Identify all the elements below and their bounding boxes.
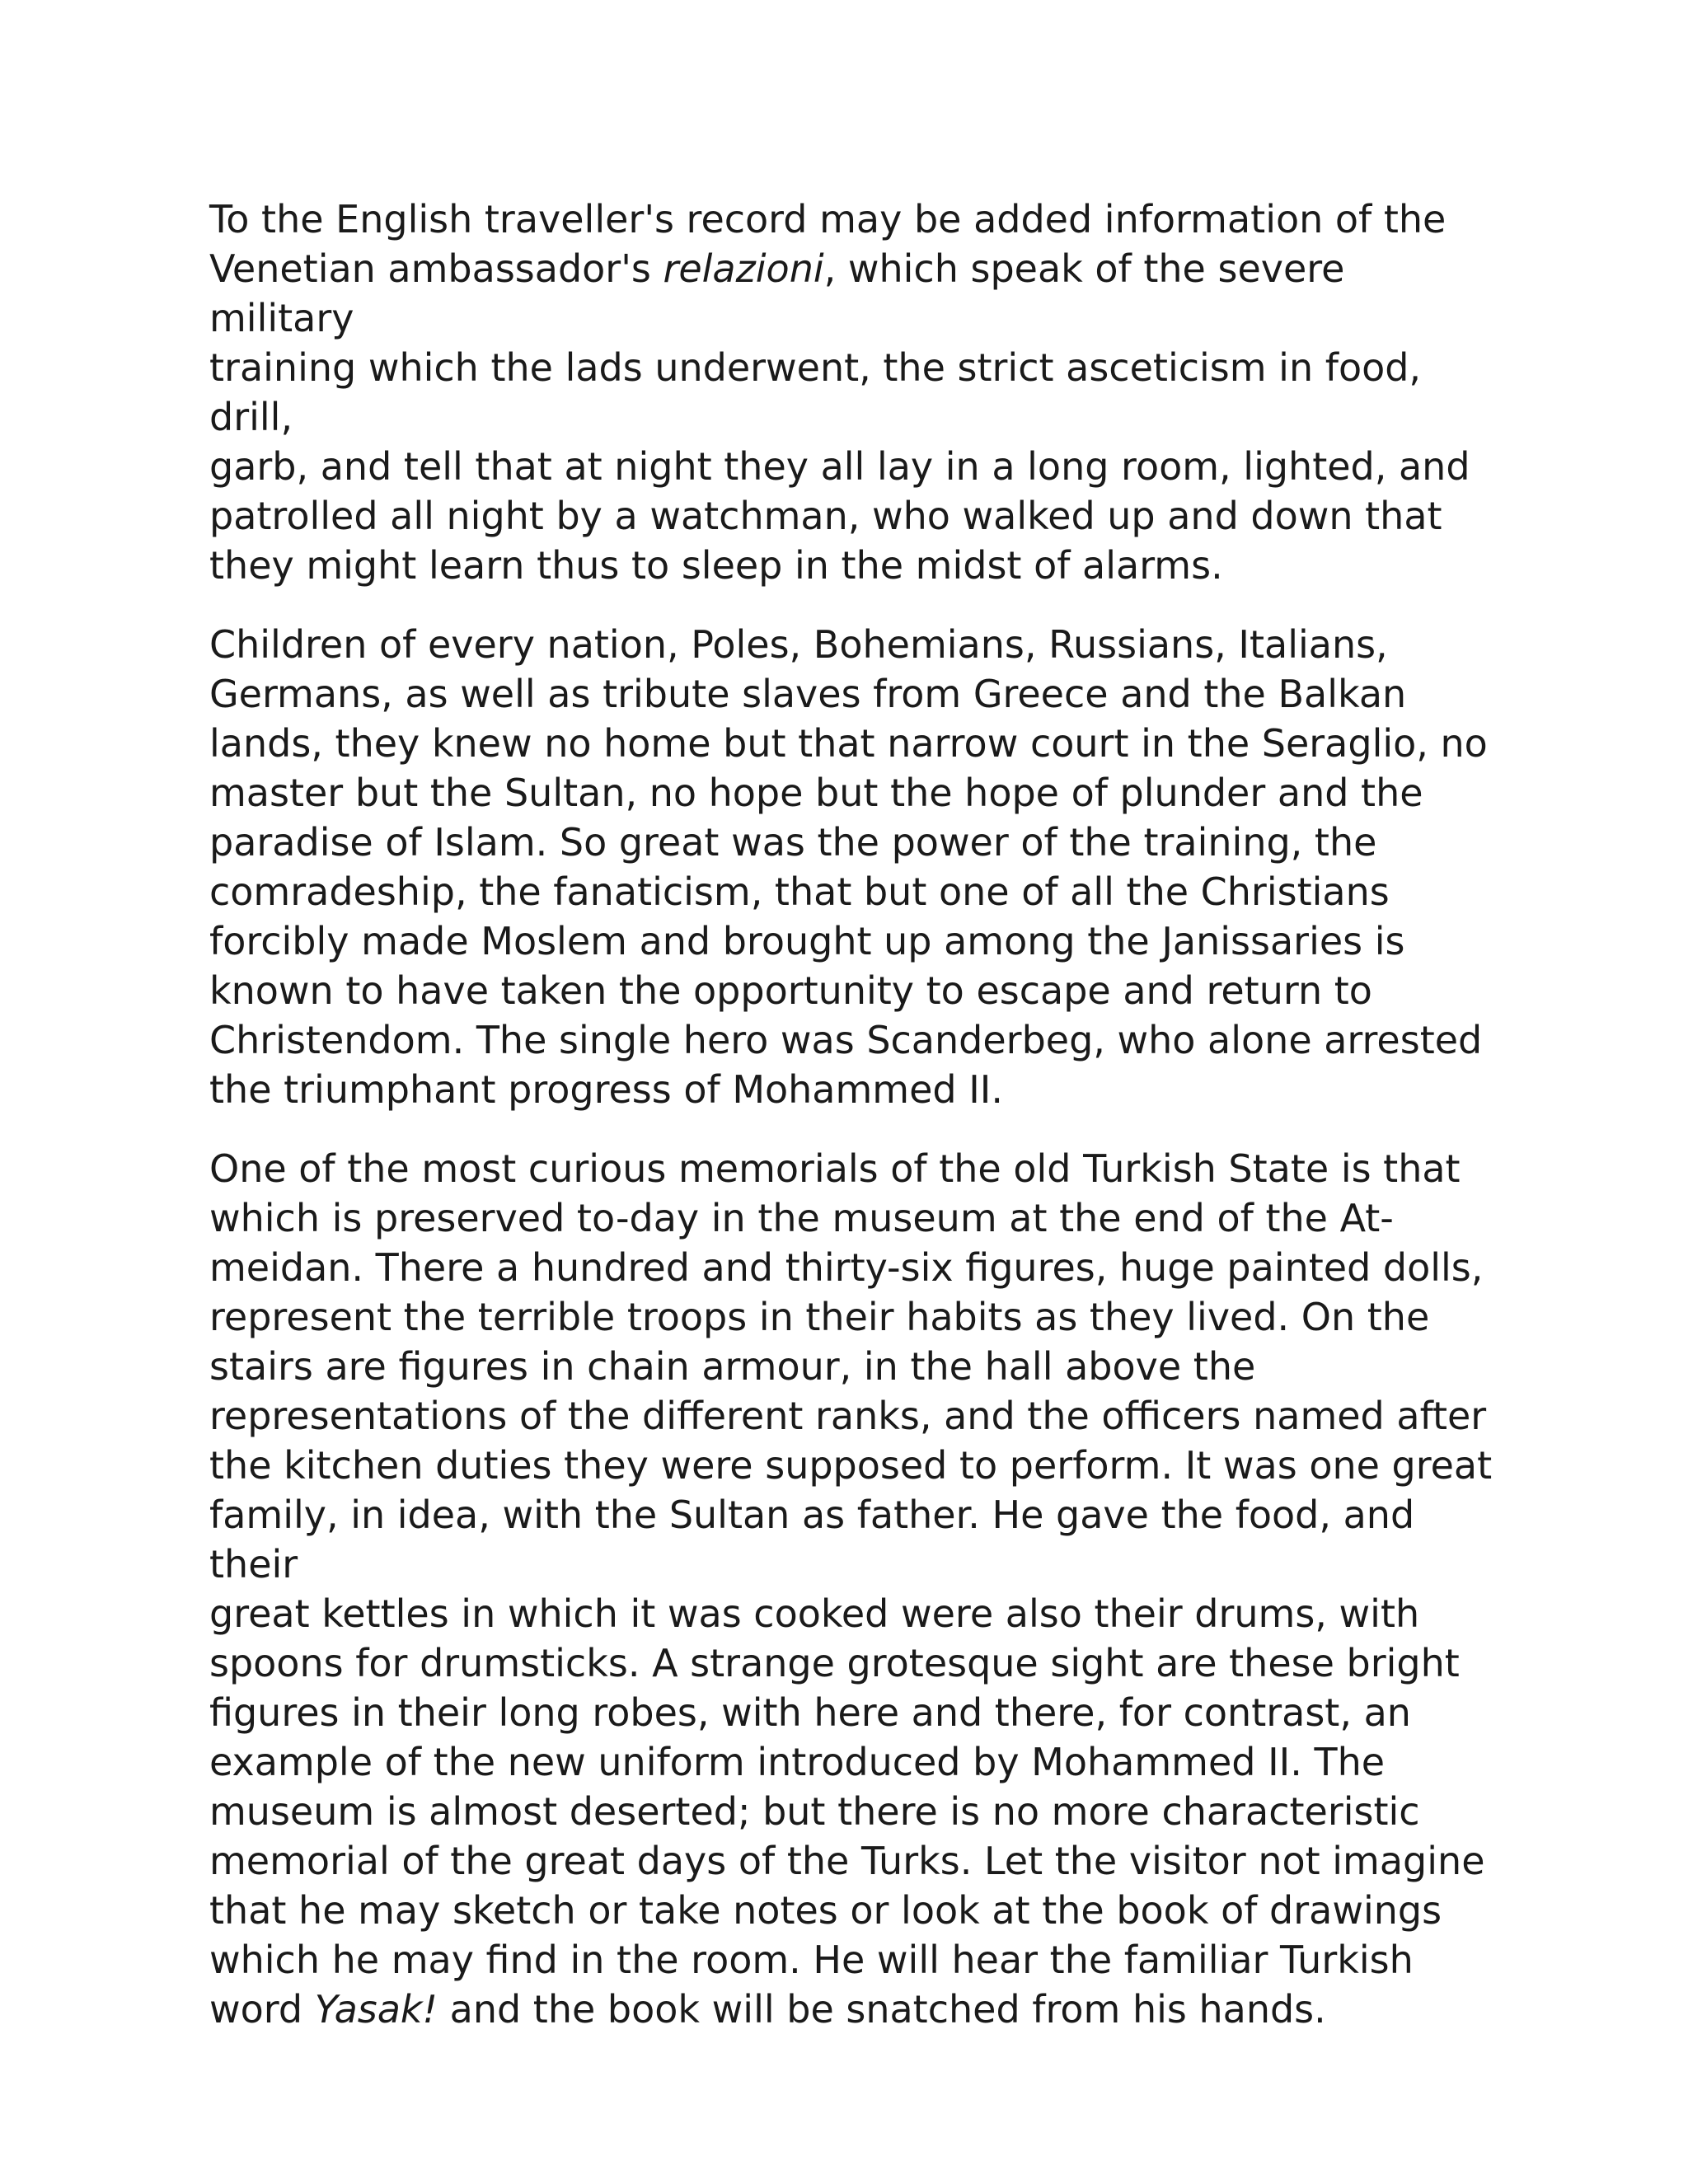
paragraph-1-text-before: To the English traveller's record may be added information of the Venetian ambassador's [209,197,1447,291]
italic-relazioni: relazioni [663,246,824,291]
italic-yasak: Yasak! [314,1987,438,2032]
paragraph-1 [209,194,1495,590]
paragraph-3 [209,1144,1495,2034]
paragraph-3-text-after: and the book will be snatched from his hands. [438,1987,1326,2032]
paragraph-3-text-before: One of the most curious memorials of the old Turkish State is that which is preserved to-day in the museum at the end of the At- meidan. There a hundred and thirty-six figures, huge painted dolls, represent the terrible troops in their habits as they lived. On the stairs are figures in chain armour, in the hall above the representations of the different ranks, and the officers named after the kitchen duties they were supposed to perform. It was one great family, in idea, with the Sultan as father. He gave the food, and their great kettles in which it was cooked were also their drums, with spoons for drumsticks. A strange grotesque sight are these bright figures in their long robes, with here and there, for contrast, an example of the new uniform introduced by Mohammed II. The museum is almost deserted; but there is no more characteristic memorial of the great days of the Turks. Let the visitor not imagine that he may sketch or take notes or look at the book of drawings which he may find in the room. He will hear the familiar Turkish word [209,1146,1493,2032]
paragraph-2-text: Children of every nation, Poles, Bohemians, Russians, Italians, Germans, as well as tribute slaves from Greece and the Balkan lands, they knew no home but that narrow court in the Seraglio, no master but the Sultan, no hope but the hope of plunder and the paradise of Islam. So great was the power of the training, the comradeship, the fanaticism, that but one of all the Christians forcibly made Moslem and brought up among the Janissaries is known to have taken the opportunity to escape and return to Christendom. The single hero was Scanderbeg, who alone arrested the triumphant progress of Mohammed II. [209,622,1488,1112]
paragraph-2 [209,620,1495,1114]
body-text [209,194,1495,2064]
paragraph-1-text-after: , which speak of the severe military training which the lads underwent, the strict asceticism in food, drill, garb, and tell that at night they all lay in a long room, lighted, and patrolled all night by a watchman, who walked up and down that they might learn thus to sleep in the midst of alarms. [209,246,1470,588]
